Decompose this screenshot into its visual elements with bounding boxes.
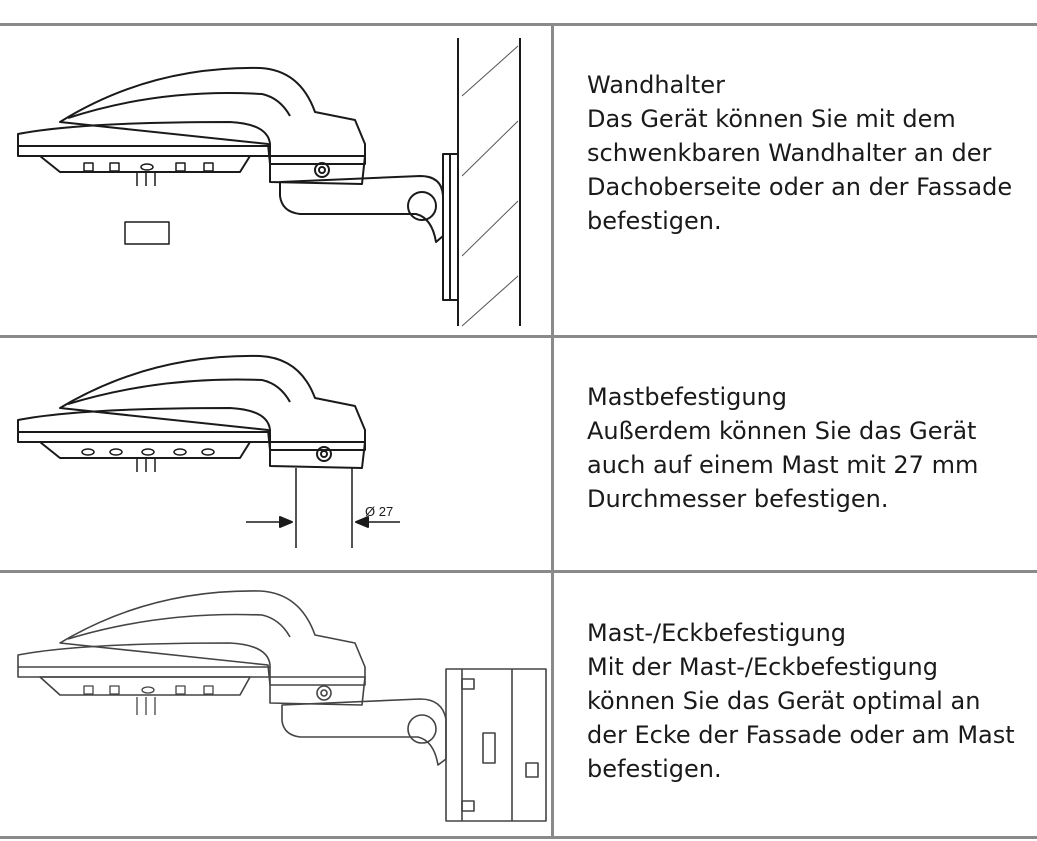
- row-text-line: der Ecke der Fassade oder am Mast: [587, 721, 1015, 749]
- mast-diameter-label: Ø 27: [365, 504, 394, 519]
- row-text-line: befestigen.: [587, 755, 722, 783]
- row-text-line: Mit der Mast-/Eckbefestigung: [587, 653, 938, 681]
- row-text-line: auch auf einem Mast mit 27 mm: [587, 451, 979, 479]
- row-text-line: schwenkbaren Wandhalter an der: [587, 139, 992, 167]
- table-column-divider: [551, 23, 554, 839]
- wall-mount-description: [587, 68, 1027, 238]
- row-text-line: Durchmesser befestigen.: [587, 485, 889, 513]
- row-text-line: befestigen.: [587, 207, 722, 235]
- wall-mount-illustration: [0, 26, 551, 335]
- row-text-line: Das Gerät können Sie mit dem: [587, 105, 956, 133]
- mast-mount-description: [587, 380, 1027, 516]
- row-text-line: Dachoberseite oder an der Fassade: [587, 173, 1013, 201]
- table-bottom-rule: [0, 836, 1037, 839]
- row-title: Wandhalter: [587, 71, 725, 99]
- row-text-line: können Sie das Gerät optimal an: [587, 687, 981, 715]
- row-title: Mast-/Eckbefestigung: [587, 619, 847, 647]
- mast-mount-illustration: [0, 338, 551, 570]
- row-text-line: Außerdem können Sie das Gerät: [587, 417, 977, 445]
- mast-corner-mount-illustration: [0, 573, 551, 836]
- mast-corner-mount-description: [587, 616, 1027, 786]
- row-title: Mastbefestigung: [587, 383, 788, 411]
